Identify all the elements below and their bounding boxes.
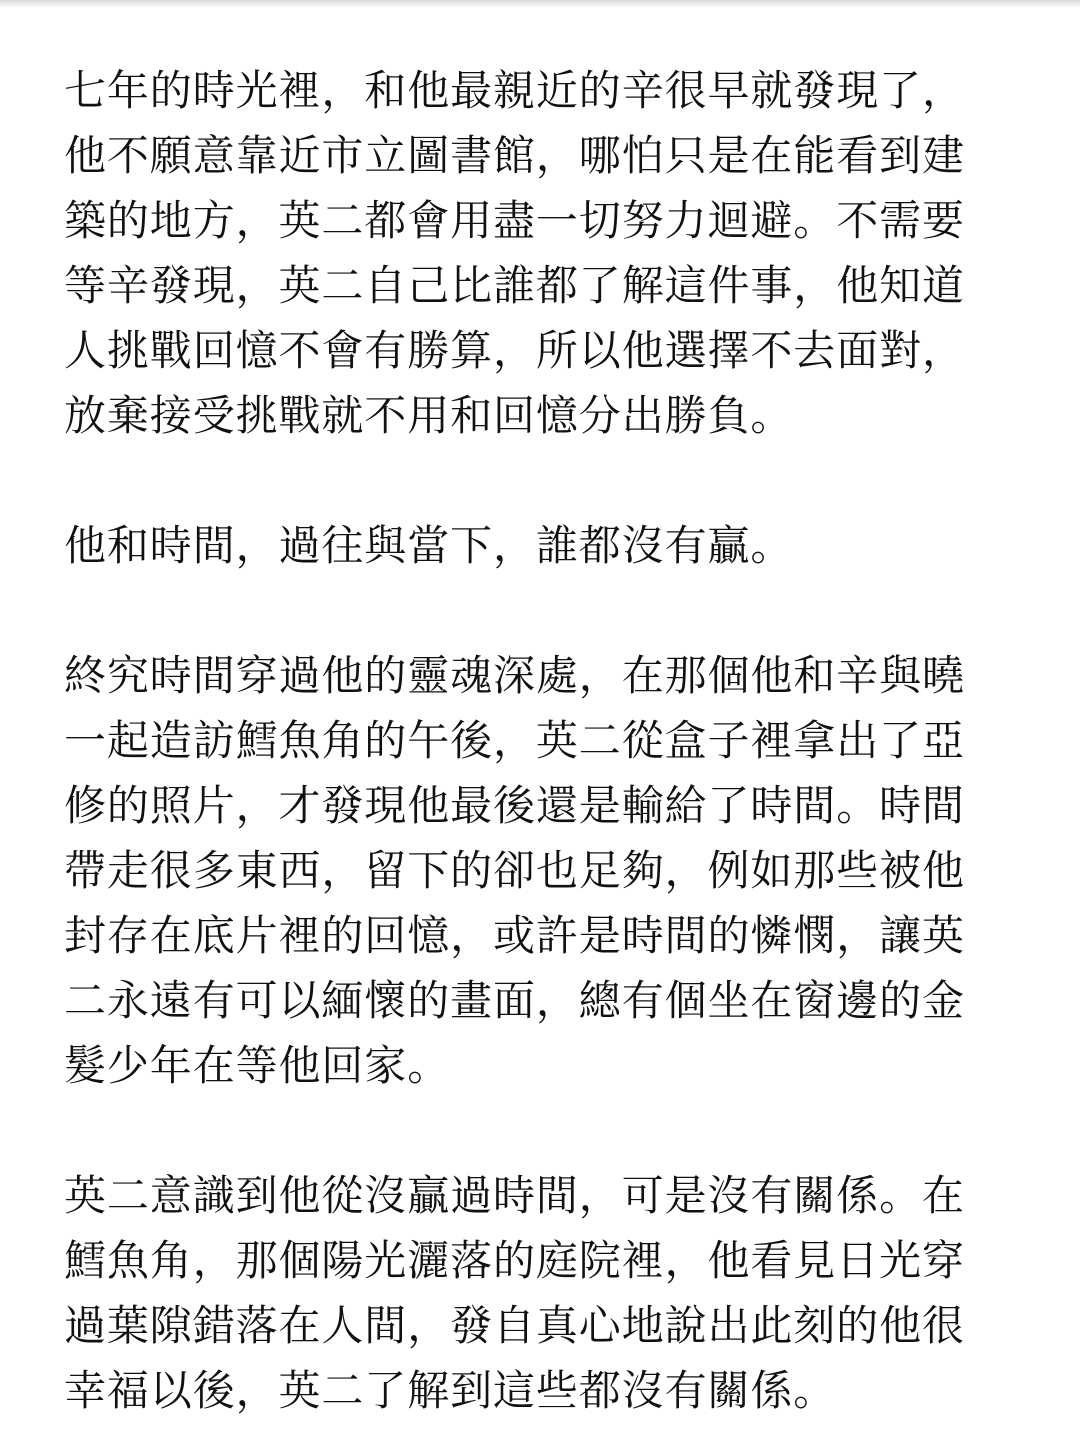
paragraph-4 — [64, 1163, 1012, 1423]
text-line: 放棄接受挑戰就不用和回憶分出勝負。 — [64, 391, 794, 440]
text-line: 幸福以後，英二了解到這些都沒有關係。 — [64, 1366, 837, 1415]
text-line: 終究時間穿過他的靈魂深處，在那個他和辛與曉 — [64, 651, 965, 700]
paragraph-1 — [64, 58, 1012, 448]
text-line: 鱈魚角，那個陽光灑落的庭院裡，他看見日光穿 — [64, 1236, 965, 1285]
text-line: 封存在底片裡的回憶，或許是時間的憐憫，讓英 — [64, 911, 965, 960]
text-line: 修的照片，才發現他最後還是輸給了時間。時間 — [64, 781, 965, 830]
text-line: 過葉隙錯落在人間，發自真心地說出此刻的他很 — [64, 1301, 965, 1350]
paragraph-3 — [64, 643, 1012, 1098]
text-line: 人挑戰回憶不會有勝算，所以他選擇不去面對， — [64, 326, 965, 375]
text-line: 帶走很多東西，留下的卻也足夠，例如那些被他 — [64, 846, 965, 895]
text-line: 髮少年在等他回家。 — [64, 1041, 451, 1090]
text-line: 他和時間，過往與當下，誰都沒有贏。 — [64, 521, 794, 570]
article-text — [64, 58, 1012, 1423]
paragraph-2 — [64, 513, 1012, 578]
text-line: 七年的時光裡，和他最親近的辛很早就發現了， — [64, 66, 965, 115]
top-edge-shadow — [0, 0, 1080, 8]
text-line: 築的地方，英二都會用盡一切努力迴避。不需要 — [64, 196, 965, 245]
text-line: 他不願意靠近市立圖書館，哪怕只是在能看到建 — [64, 131, 965, 180]
text-line: 等辛發現，英二自己比誰都了解這件事，他知道 — [64, 261, 965, 310]
text-line: 二永遠有可以緬懷的畫面，總有個坐在窗邊的金 — [64, 976, 965, 1025]
text-line: 英二意識到他從沒贏過時間，可是沒有關係。在 — [64, 1171, 965, 1220]
text-line: 一起造訪鱈魚角的午後，英二從盒子裡拿出了亞 — [64, 716, 965, 765]
